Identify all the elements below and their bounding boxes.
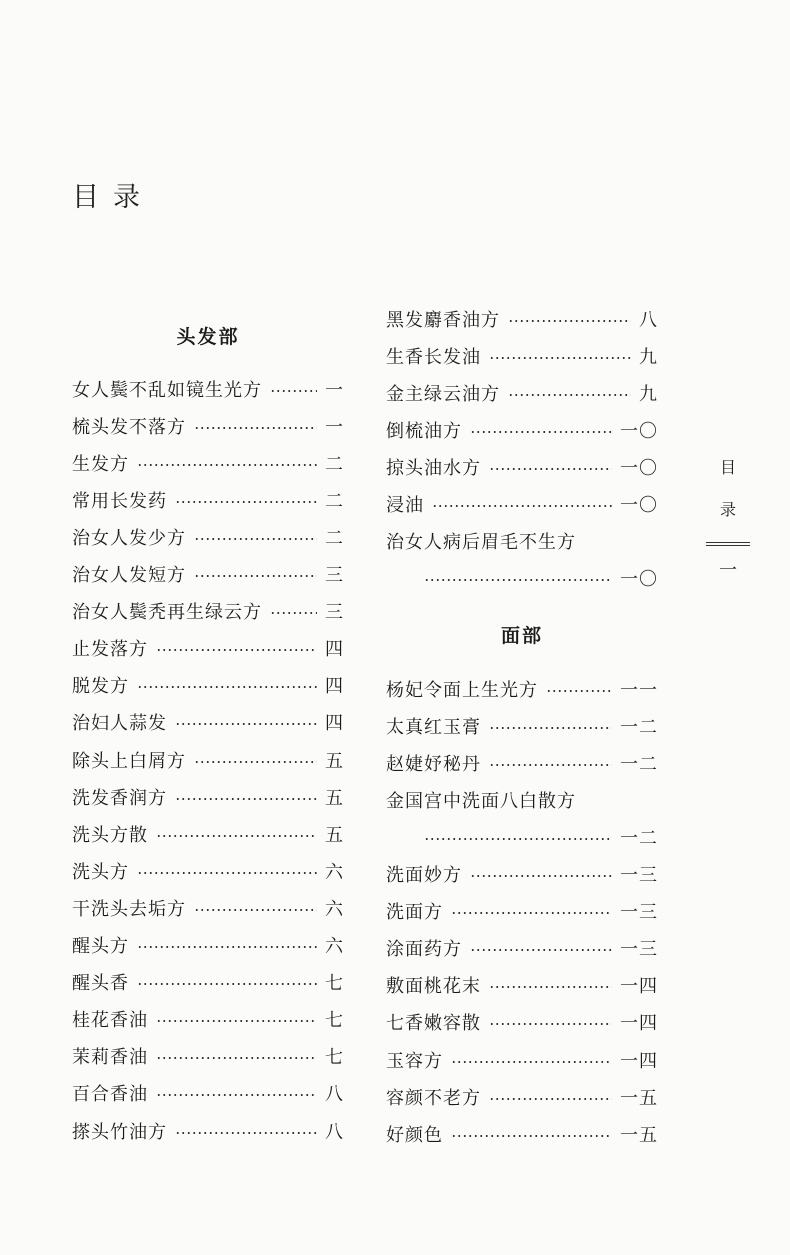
toc-entry-title: 生香长发油 bbox=[386, 346, 481, 368]
dot-leader bbox=[156, 835, 317, 837]
dot-leader bbox=[489, 1098, 612, 1100]
dot-leader bbox=[489, 357, 631, 359]
section-heading-face: 面部 bbox=[500, 625, 543, 647]
toc-entry bbox=[72, 964, 344, 1001]
dot-leader bbox=[137, 464, 317, 466]
toc-entry-title: 洗面妙方 bbox=[386, 865, 462, 886]
dot-leader bbox=[451, 912, 612, 914]
dot-leader bbox=[270, 390, 317, 392]
dot-leader bbox=[424, 838, 612, 840]
toc-entry bbox=[386, 781, 658, 818]
toc-entry-title: 治女人鬓秃再生绿云方 bbox=[72, 602, 262, 624]
dot-leader bbox=[194, 538, 317, 540]
toc-entry-title: 治妇人蒜发 bbox=[72, 713, 167, 735]
toc-entry-page: 二 bbox=[325, 527, 344, 549]
toc-entry bbox=[386, 856, 658, 893]
dot-leader bbox=[156, 1094, 317, 1096]
toc-entry bbox=[386, 560, 658, 597]
toc-entry-title: 脱发方 bbox=[72, 676, 129, 698]
toc-entry bbox=[72, 852, 344, 889]
toc-entry-page: 五 bbox=[325, 824, 344, 846]
dot-leader bbox=[194, 575, 317, 577]
dot-leader bbox=[137, 946, 317, 948]
toc-entry-title: 掠头油水方 bbox=[386, 457, 481, 479]
toc-entry-title: 茉莉香油 bbox=[72, 1047, 148, 1069]
dot-leader bbox=[470, 875, 612, 877]
toc-entry bbox=[72, 927, 344, 964]
toc-entry-page: 一二 bbox=[620, 753, 658, 775]
toc-entry bbox=[386, 523, 658, 560]
toc-entry-page: 一三 bbox=[620, 865, 658, 886]
toc-entry bbox=[72, 407, 344, 444]
toc-entry bbox=[72, 889, 344, 926]
toc-entry-page: 一二 bbox=[620, 827, 658, 849]
toc-entry-title: 桂花香油 bbox=[72, 1010, 148, 1032]
side-tab-divider bbox=[706, 542, 750, 546]
section-heading-hair: 头发部 bbox=[176, 326, 240, 348]
toc-entry-title: 醒头方 bbox=[72, 936, 129, 957]
dot-leader bbox=[156, 1057, 317, 1059]
toc-entry bbox=[72, 1001, 344, 1038]
toc-entry bbox=[386, 374, 658, 411]
toc-entry-page: 一四 bbox=[620, 1013, 658, 1035]
toc-entry-page: 一三 bbox=[620, 939, 658, 961]
dot-leader bbox=[194, 909, 317, 911]
toc-entry-page: 八 bbox=[639, 309, 658, 331]
dot-leader bbox=[489, 764, 612, 766]
toc-entry-page: 一四 bbox=[620, 1050, 658, 1072]
toc-entry bbox=[386, 300, 658, 337]
toc-entry-page: 五 bbox=[325, 787, 344, 809]
toc-entry-page: 四 bbox=[325, 676, 344, 698]
page-number: 一 bbox=[719, 560, 737, 581]
dot-leader bbox=[489, 986, 612, 988]
toc-entry-title: 醒头香 bbox=[72, 973, 129, 995]
toc-entry-title: 容颜不老方 bbox=[386, 1087, 481, 1109]
dot-leader bbox=[156, 649, 317, 651]
toc-entry-title: 太真红玉膏 bbox=[386, 716, 481, 738]
dot-leader bbox=[470, 431, 612, 433]
toc-entry bbox=[386, 707, 658, 744]
toc-entry-page: 三 bbox=[325, 565, 344, 586]
toc-entry bbox=[386, 1041, 658, 1078]
toc-entry-page: 七 bbox=[325, 973, 344, 995]
dot-leader bbox=[137, 983, 317, 985]
toc-entry-title: 百合香油 bbox=[72, 1084, 148, 1106]
toc-entry-page: 三 bbox=[325, 602, 344, 624]
dot-leader bbox=[451, 1135, 612, 1137]
toc-entry-page: 一五 bbox=[620, 1124, 658, 1146]
toc-entry-title: 赵婕妤秘丹 bbox=[386, 753, 481, 775]
toc-entry bbox=[386, 486, 658, 523]
toc-entry-page: 七 bbox=[325, 1047, 344, 1069]
toc-entry bbox=[386, 1004, 658, 1041]
toc-entry bbox=[386, 411, 658, 448]
toc-entry bbox=[72, 667, 344, 704]
toc-entry-page: 一〇 bbox=[620, 420, 658, 442]
toc-entry-title: 金主绿云油方 bbox=[386, 383, 500, 405]
dot-leader bbox=[508, 320, 631, 322]
toc-entry bbox=[72, 481, 344, 518]
dot-leader bbox=[175, 501, 317, 503]
dot-leader bbox=[508, 394, 631, 396]
toc-entry-page: 一〇 bbox=[620, 495, 658, 516]
toc-entry-page: 六 bbox=[325, 898, 344, 920]
dot-leader bbox=[451, 1061, 612, 1063]
toc-entry bbox=[386, 818, 658, 855]
dot-leader bbox=[137, 872, 317, 874]
toc-entry-title: 玉容方 bbox=[386, 1050, 443, 1072]
toc-entry-title: 敷面桃花末 bbox=[386, 976, 481, 998]
dot-leader bbox=[175, 1132, 317, 1134]
toc-entry-title: 常用长发药 bbox=[72, 490, 167, 512]
toc-entry-title: 止发落方 bbox=[72, 639, 148, 661]
toc-entry-page: 一三 bbox=[620, 902, 658, 924]
toc-entry-page: 一五 bbox=[620, 1087, 658, 1109]
toc-entry bbox=[72, 815, 344, 852]
dot-leader bbox=[156, 1020, 317, 1022]
toc-entry bbox=[72, 556, 344, 593]
toc-entry-page: 二 bbox=[325, 490, 344, 512]
toc-entry bbox=[72, 593, 344, 630]
toc-entry bbox=[386, 1115, 658, 1152]
toc-entry-title: 女人鬓不乱如镜生光方 bbox=[72, 379, 262, 401]
toc-entry bbox=[72, 370, 344, 407]
toc-entry-title: 搽头竹油方 bbox=[72, 1121, 167, 1143]
toc-entry-title: 七香嫩容散 bbox=[386, 1013, 481, 1035]
side-tab-char: 目 bbox=[719, 458, 736, 477]
toc-entry-page: 一〇 bbox=[620, 569, 658, 591]
toc-entry bbox=[72, 630, 344, 667]
toc-entry bbox=[72, 741, 344, 778]
toc-entry-page: 八 bbox=[325, 1121, 344, 1143]
dot-leader bbox=[194, 427, 317, 429]
toc-entry-title: 浸油 bbox=[386, 495, 424, 516]
dot-leader bbox=[270, 612, 317, 614]
toc-entry bbox=[386, 930, 658, 967]
toc-entry-title: 金国宫中洗面八白散方 bbox=[386, 790, 576, 812]
toc-entry-page: 八 bbox=[325, 1084, 344, 1106]
toc-entry-page: 一 bbox=[325, 379, 344, 401]
toc-entry-page: 六 bbox=[325, 936, 344, 957]
toc-entry-title: 洗头方散 bbox=[72, 824, 148, 846]
toc-entry-title: 治女人发短方 bbox=[72, 565, 186, 586]
toc-entry-title: 涂面药方 bbox=[386, 939, 462, 961]
side-tab-char: 录 bbox=[719, 500, 736, 519]
toc-entry-page: 六 bbox=[325, 861, 344, 883]
dot-leader bbox=[175, 798, 317, 800]
toc-entry bbox=[72, 518, 344, 555]
toc-entry-page: 一二 bbox=[620, 716, 658, 738]
toc-entry-page: 四 bbox=[325, 713, 344, 735]
toc-entry bbox=[72, 444, 344, 481]
page-title: 目录 bbox=[72, 182, 154, 213]
toc-entry bbox=[72, 1038, 344, 1075]
dot-leader bbox=[194, 761, 317, 763]
toc-entry-title: 洗发香润方 bbox=[72, 787, 167, 809]
dot-leader bbox=[470, 949, 612, 951]
toc-entry bbox=[386, 337, 658, 374]
dot-leader bbox=[175, 723, 317, 725]
toc-entry bbox=[72, 1112, 344, 1149]
toc-entry-title: 治女人发少方 bbox=[72, 527, 186, 549]
toc-entry-title: 黑发麝香油方 bbox=[386, 309, 500, 331]
toc-entry-page: 五 bbox=[325, 750, 344, 772]
toc-entry bbox=[386, 744, 658, 781]
toc-entry-title: 干洗头去垢方 bbox=[72, 898, 186, 920]
toc-entry-page: 一一 bbox=[620, 679, 658, 701]
toc-entry-title: 生发方 bbox=[72, 453, 129, 475]
toc-entry bbox=[72, 704, 344, 741]
toc-entry bbox=[72, 778, 344, 815]
dot-leader bbox=[489, 727, 612, 729]
toc-entry-page: 一 bbox=[325, 416, 344, 438]
toc-entry-title: 梳头发不落方 bbox=[72, 416, 186, 438]
toc-entry-page: 一四 bbox=[620, 976, 658, 998]
toc-entry bbox=[386, 1078, 658, 1115]
toc-entry-title: 治女人病后眉毛不生方 bbox=[386, 532, 576, 554]
toc-entry-page: 七 bbox=[325, 1010, 344, 1032]
toc-entry-title: 好颜色 bbox=[386, 1124, 443, 1146]
toc-entry bbox=[386, 893, 658, 930]
toc-entry-title: 倒梳油方 bbox=[386, 420, 462, 442]
toc-entry-title: 除头上白屑方 bbox=[72, 750, 186, 772]
dot-leader bbox=[546, 690, 612, 692]
toc-entry-page: 四 bbox=[325, 639, 344, 661]
toc-entry bbox=[386, 448, 658, 485]
dot-leader bbox=[432, 505, 612, 507]
toc-entry-title: 洗头方 bbox=[72, 861, 129, 883]
toc-entry-page: 二 bbox=[325, 453, 344, 475]
toc-entry-page: 一〇 bbox=[620, 457, 658, 479]
toc-entry-title: 洗面方 bbox=[386, 902, 443, 924]
toc-entry bbox=[386, 670, 658, 707]
dot-leader bbox=[489, 1023, 612, 1025]
toc-entry bbox=[386, 967, 658, 1004]
dot-leader bbox=[424, 579, 612, 581]
toc-entry-title: 杨妃令面上生光方 bbox=[386, 679, 538, 701]
toc-entry bbox=[72, 1075, 344, 1112]
toc-entry-page: 九 bbox=[639, 383, 658, 405]
dot-leader bbox=[137, 686, 317, 688]
side-tab bbox=[706, 456, 750, 582]
dot-leader bbox=[489, 468, 612, 470]
toc-entry-page: 九 bbox=[639, 346, 658, 368]
